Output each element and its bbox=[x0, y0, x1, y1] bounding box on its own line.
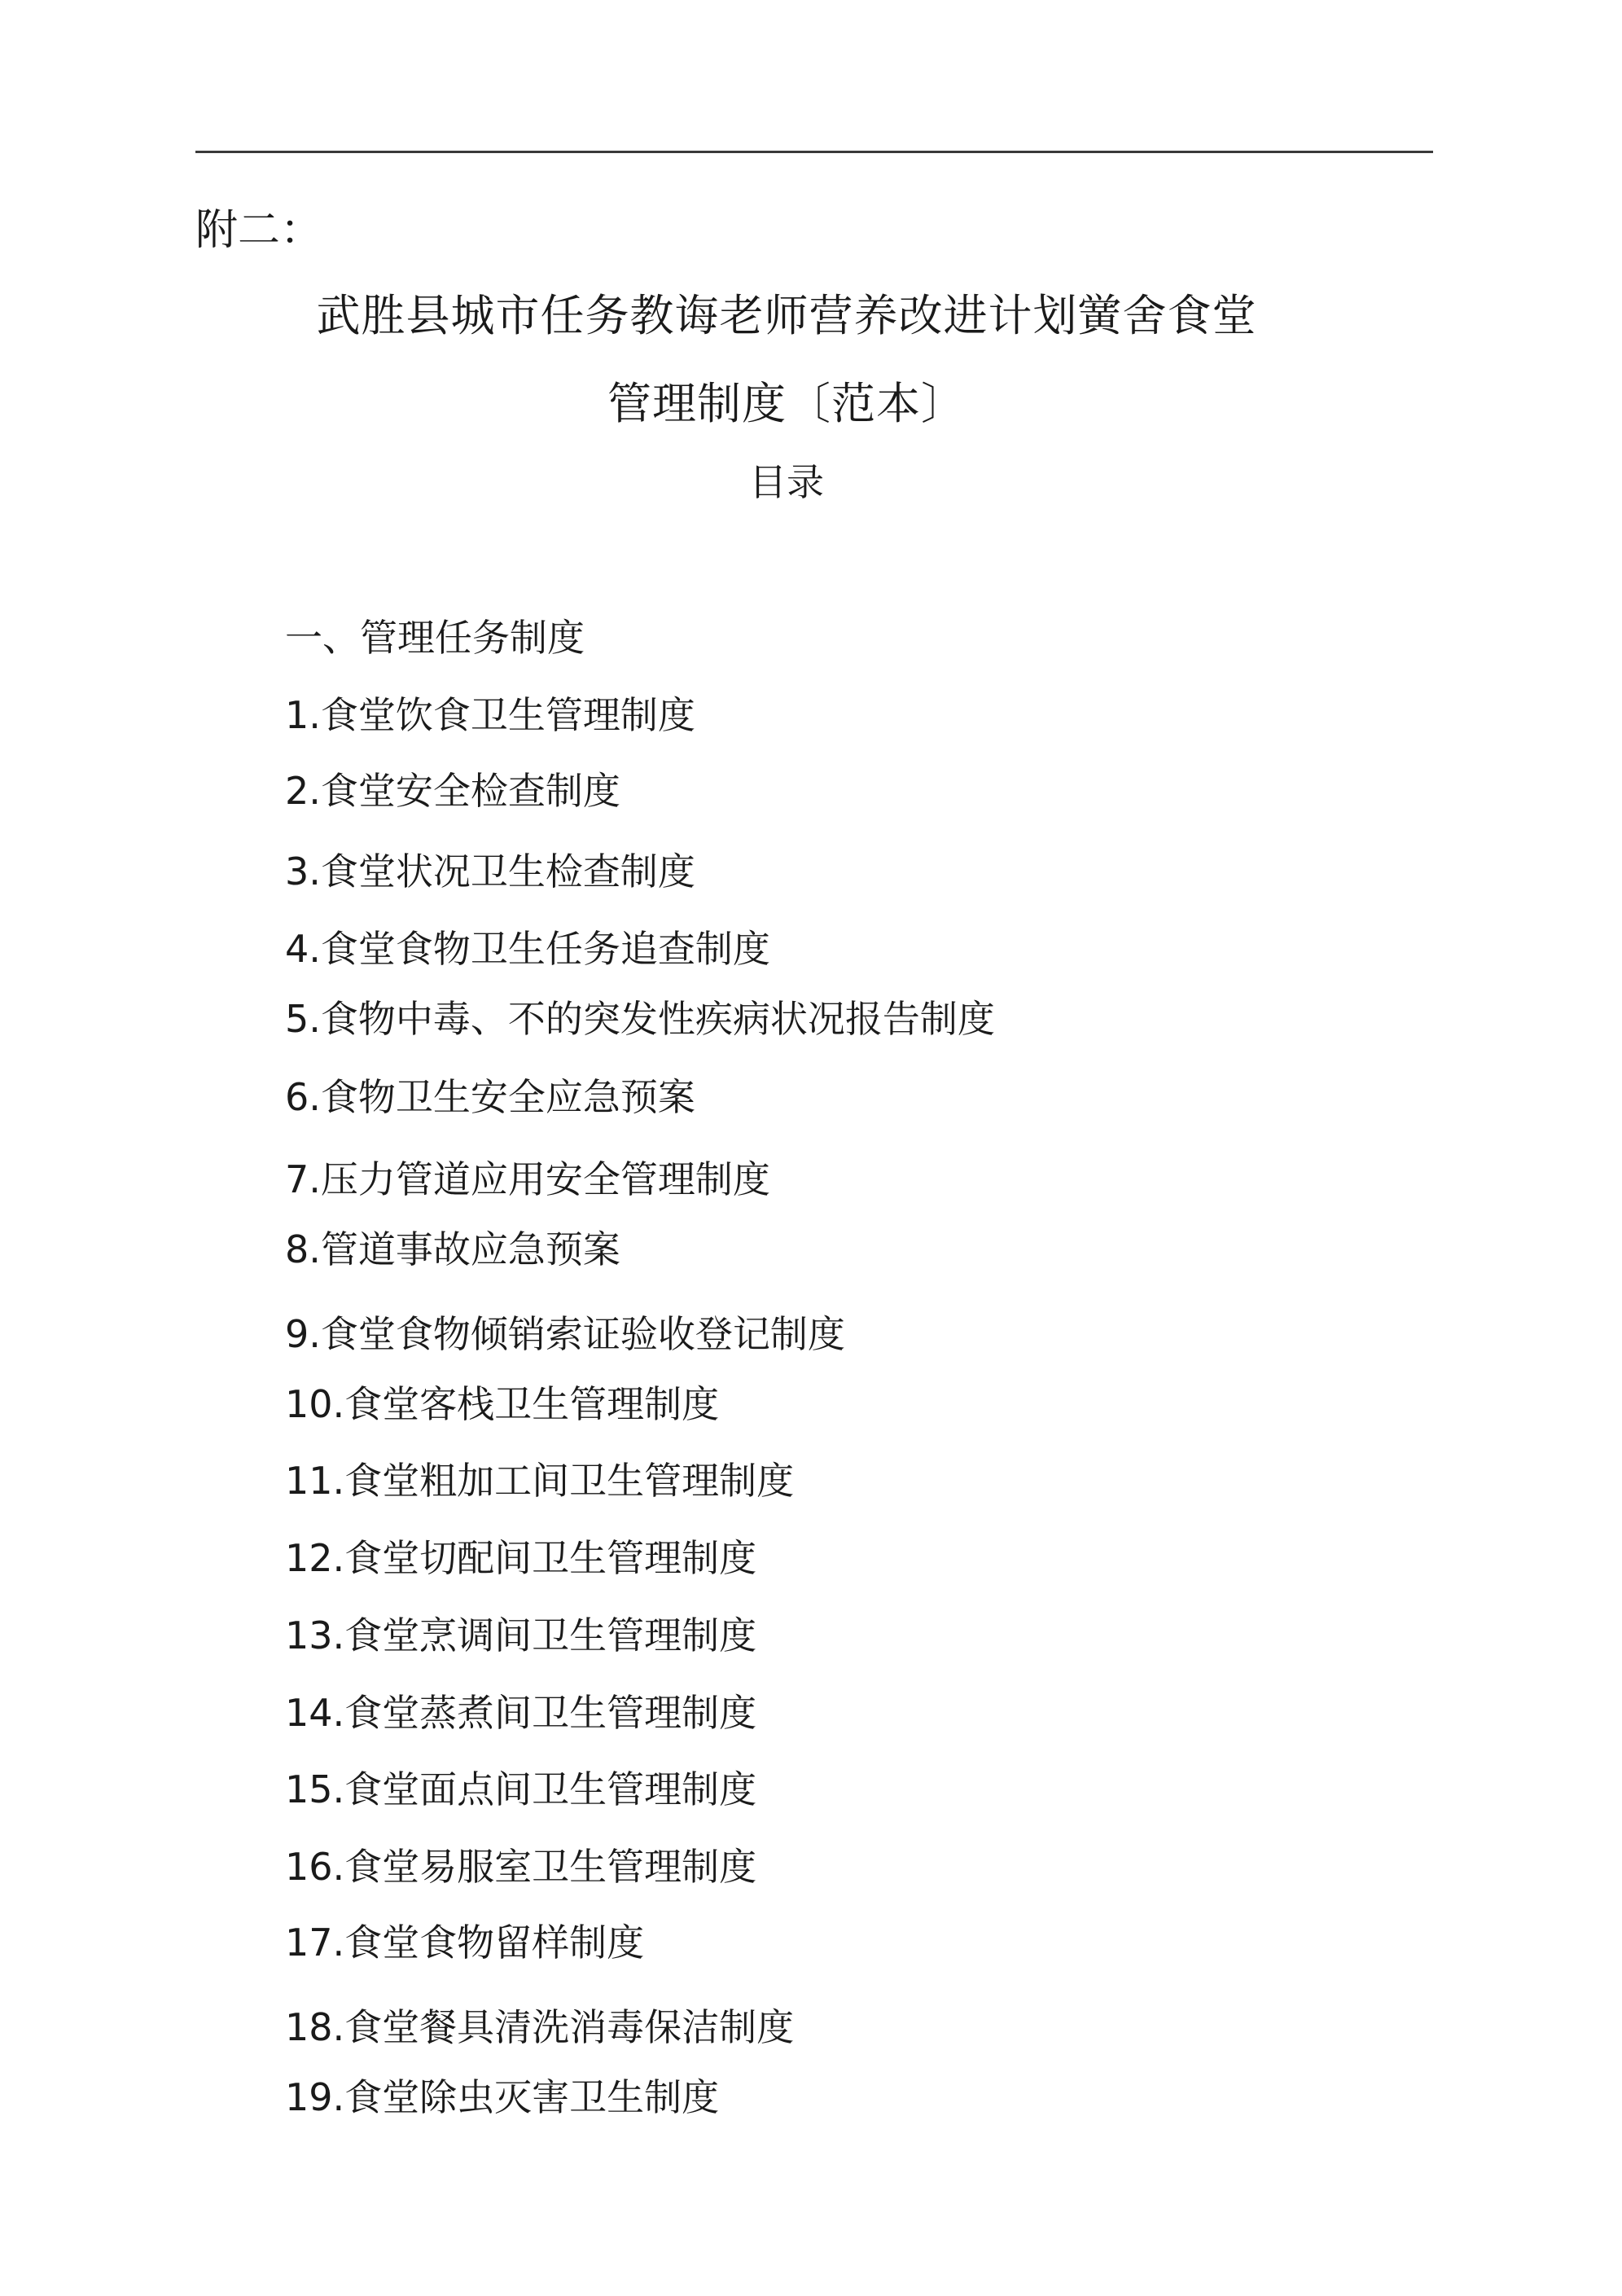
toc-item: 11.食堂粗加工间卫生管理制度 bbox=[285, 1459, 795, 1503]
toc-item: 17.食堂食物留样制度 bbox=[285, 1921, 645, 1965]
toc-item: 5.食物中毒、不的突发性疾病状况报告制度 bbox=[285, 997, 995, 1041]
toc-item: 19.食堂除虫灭害卫生制度 bbox=[285, 2075, 720, 2119]
toc-item: 18.食堂餐具清洗消毒保洁制度 bbox=[285, 2005, 795, 2049]
toc-item: 14.食堂蒸煮间卫生管理制度 bbox=[285, 1691, 757, 1735]
toc-item: 2.食堂安全检查制度 bbox=[285, 769, 620, 813]
toc-item: 15.食堂面点间卫生管理制度 bbox=[285, 1767, 757, 1811]
toc-item: 16.食堂易服室卫生管理制度 bbox=[285, 1845, 757, 1889]
toc-item: 3.食堂状况卫生检查制度 bbox=[285, 849, 695, 893]
toc-item: 4.食堂食物卫生任务追查制度 bbox=[285, 927, 770, 971]
toc-item: 10.食堂客栈卫生管理制度 bbox=[285, 1382, 720, 1426]
toc-item: 7.压力管道应用安全管理制度 bbox=[285, 1157, 770, 1201]
toc-item: 6.食物卫生安全应急预案 bbox=[285, 1075, 695, 1119]
document-title-line-1: 武胜县城市任务教诲老师营养改进计划黉舍食堂 bbox=[316, 290, 1257, 341]
toc-item: 13.食堂烹调间卫生管理制度 bbox=[285, 1613, 757, 1657]
toc-heading: 目录 bbox=[749, 460, 824, 504]
document-title-line-2: 管理制度〔范本〕 bbox=[607, 378, 966, 429]
attachment-label: 附二： bbox=[195, 206, 323, 255]
toc-item: 8.管道事故应急预案 bbox=[285, 1227, 620, 1271]
toc-item: 9.食堂食物倾销索证验收登记制度 bbox=[285, 1312, 845, 1356]
toc-item: 一、管理任务制度 bbox=[285, 616, 585, 660]
toc-item: 1.食堂饮食卫生管理制度 bbox=[285, 693, 695, 737]
toc-item: 12.食堂切配间卫生管理制度 bbox=[285, 1536, 757, 1580]
